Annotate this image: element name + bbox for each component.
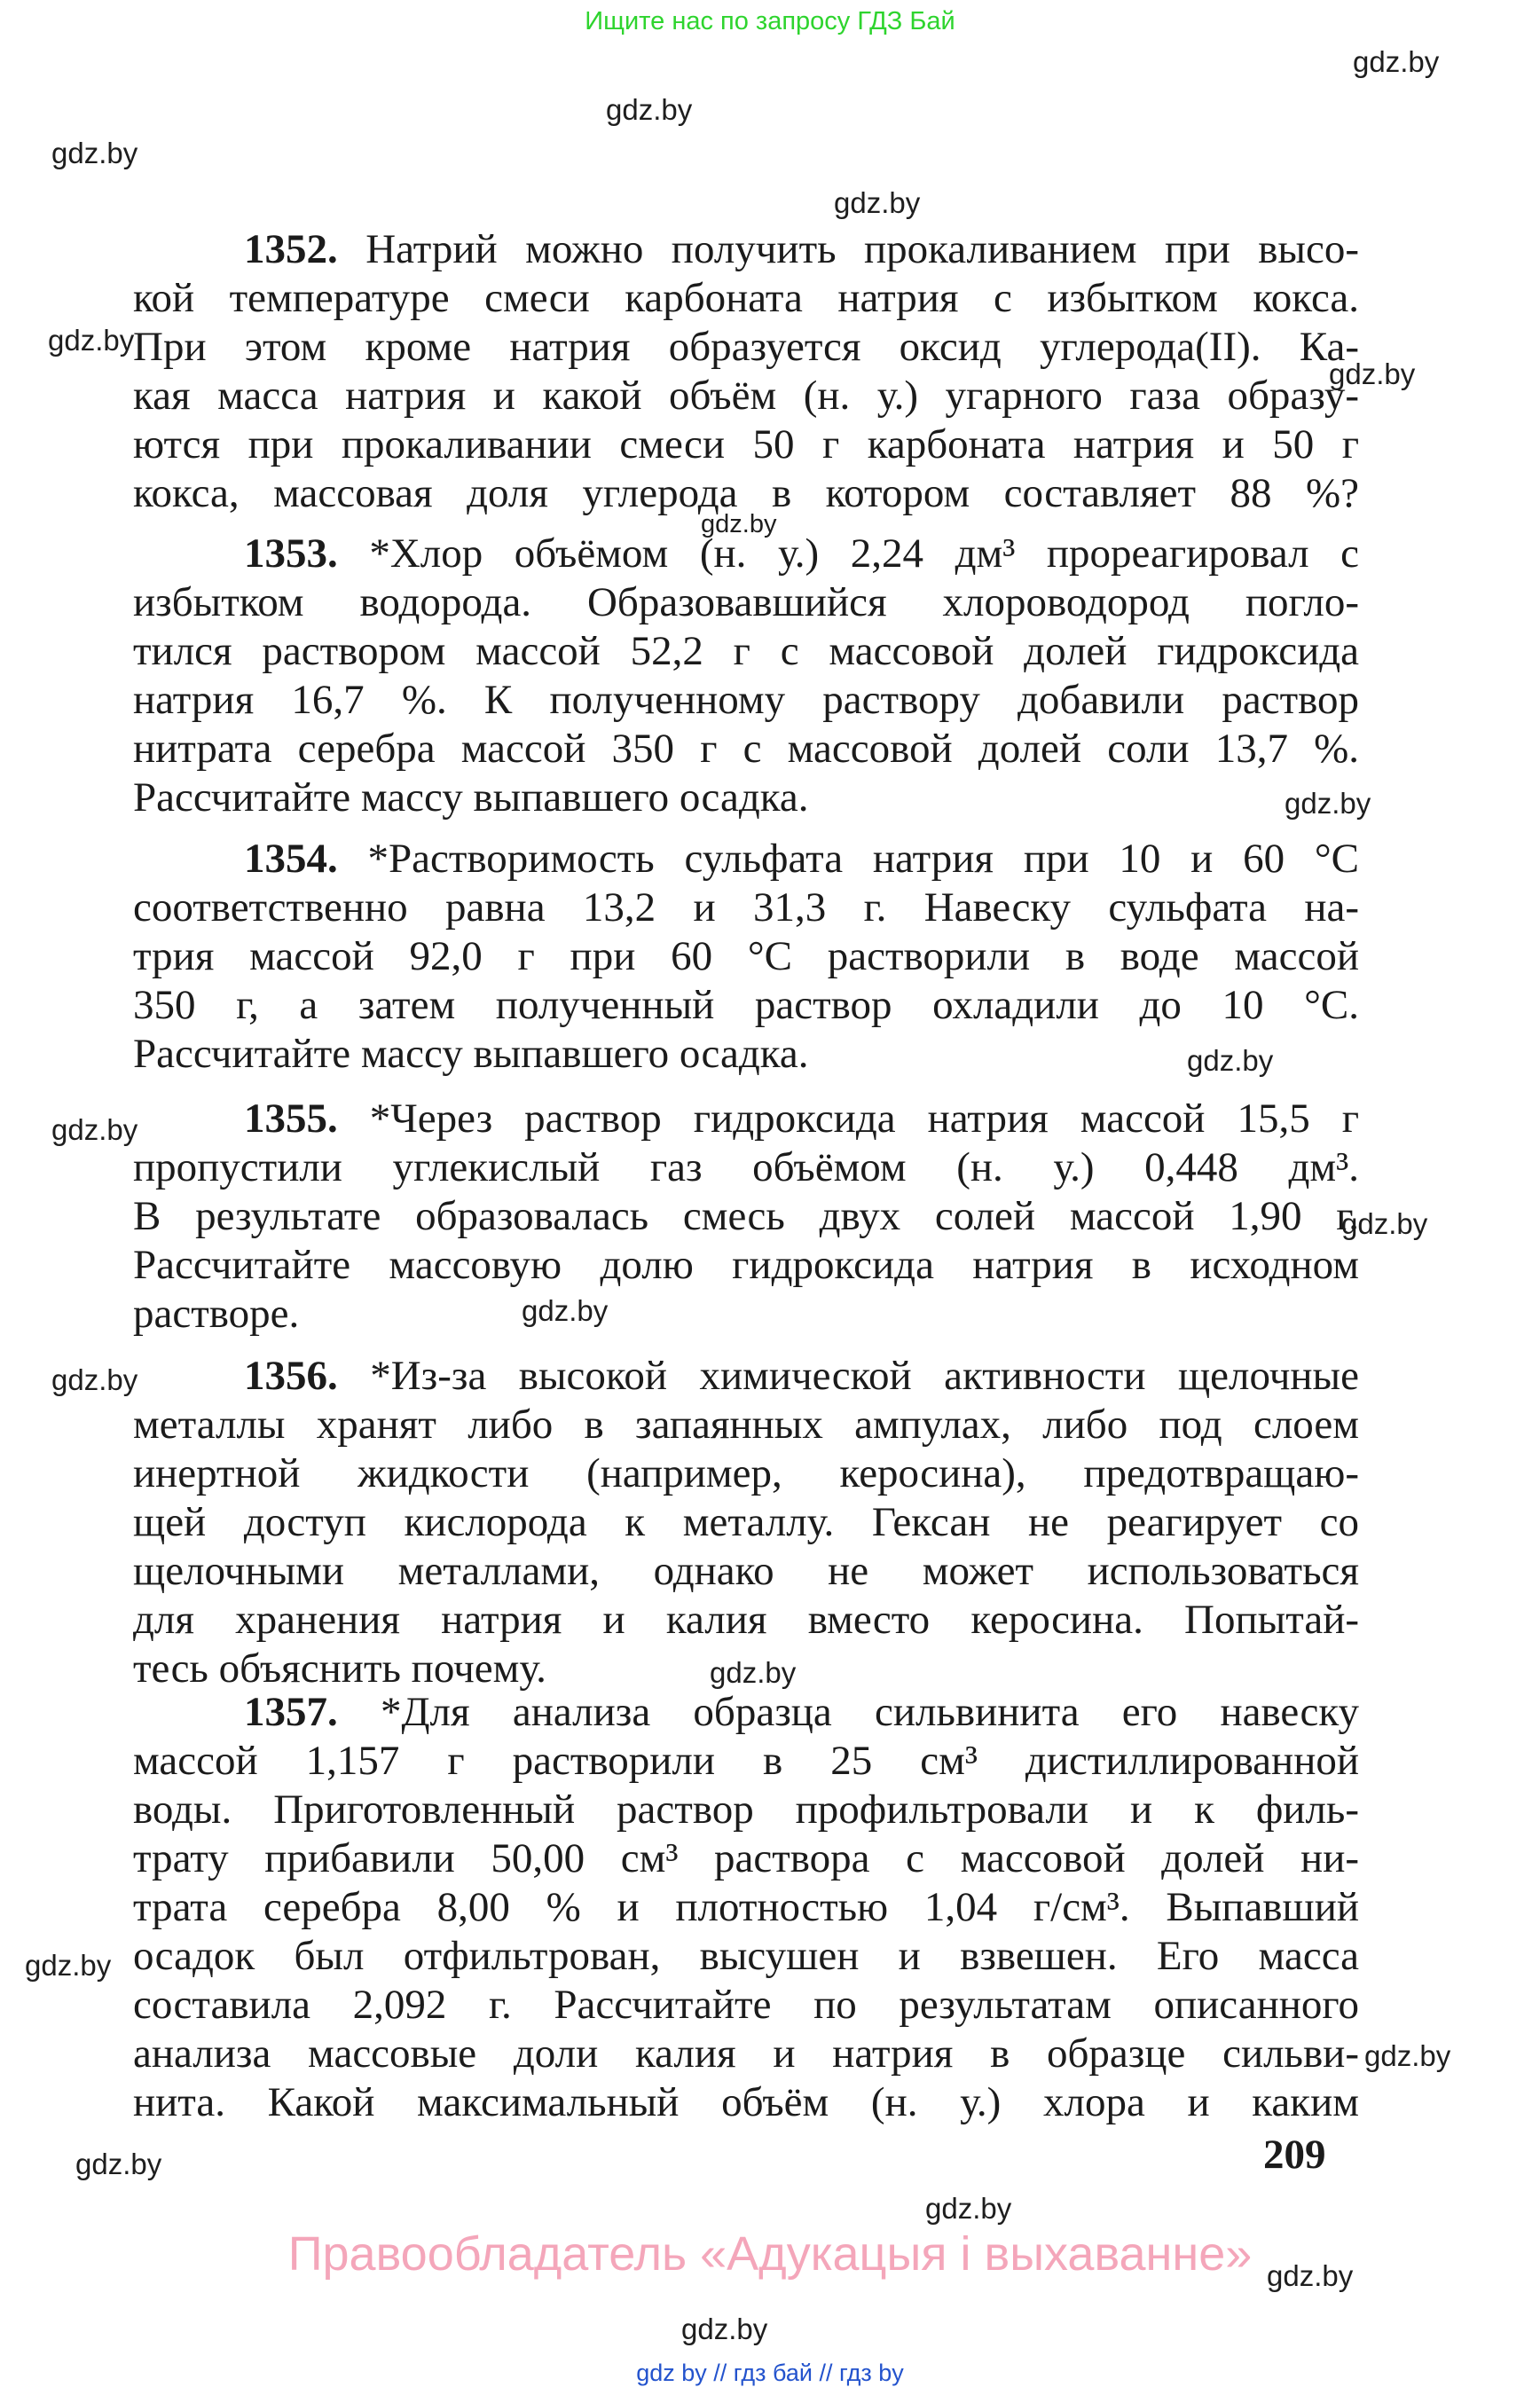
problem-number: 1353. xyxy=(244,530,338,577)
text-line: составила 2,092 г. Рассчитайте по результатам описанного xyxy=(133,1982,1359,2028)
problem-1353 xyxy=(133,530,1359,822)
text-line: нитрата серебра массой 350 г с массовой долей соли 13,7 %. xyxy=(133,726,1359,772)
copyright-line: Правообладатель «Адукацыя і выхаванне» xyxy=(287,2227,1253,2281)
gdz-watermark: gdz.by xyxy=(1329,357,1416,390)
text-line: трия массой 92,0 г при 60 °С растворили в воде массой xyxy=(133,933,1359,979)
text-line: растворе. xyxy=(133,1291,300,1337)
text-line: соответственно равна 13,2 и 31,3 г. Навеску сульфата на- xyxy=(133,884,1359,931)
problem-1355 xyxy=(133,1095,1359,1339)
gdz-watermark: gdz.by xyxy=(710,1656,797,1689)
gdz-watermark: gdz.by xyxy=(522,1294,609,1327)
gdz-watermark: gdz.by xyxy=(701,510,777,538)
text-line: осадок был отфильтрован, высушен и взвешен. Его масса xyxy=(133,1933,1359,1979)
gdz-watermark: gdz.by xyxy=(51,1113,138,1146)
text-line: инертной жидкости (например, керосина), предотвращаю- xyxy=(133,1450,1359,1496)
gdz-watermark: gdz.by xyxy=(1341,1207,1428,1240)
text-line: 1354. *Растворимость сульфата натрия при 10 и 60 °С xyxy=(244,836,1359,882)
problem-1354 xyxy=(133,835,1359,1079)
text-line: натрия 16,7 %. К полученному раствору добавили раствор xyxy=(133,677,1359,723)
text-line: 1355. *Через раствор гидроксида натрия массой 15,5 г xyxy=(244,1095,1359,1142)
problem-number: 1356. xyxy=(244,1353,338,1399)
text-line: 1352. Натрий можно получить прокаливанием при высо- xyxy=(244,226,1359,272)
text-line: При этом кроме натрия образуется оксид углерода(II). Ка- xyxy=(133,324,1359,370)
text-line: 1356. *Из-за высокой химической активности щелочные xyxy=(244,1353,1359,1399)
problem-number: 1352. xyxy=(244,226,338,272)
text-line: Рассчитайте массовую долю гидроксида натрия в исходном xyxy=(133,1242,1359,1288)
promo-banner: Ищите нас по запросу ГДЗ Бай xyxy=(585,7,955,35)
text-line: 1353. *Хлор объёмом (н. у.) 2,24 дм³ прореагировал с xyxy=(244,530,1359,577)
gdz-watermark: gdz.by xyxy=(1364,2039,1451,2072)
text-line: Рассчитайте массу выпавшего осадка. xyxy=(133,774,809,821)
gdz-watermark: gdz.by xyxy=(834,186,921,219)
text-line: нита. Какой максимальный объём (н. у.) хлора и каким xyxy=(133,2079,1359,2125)
problem-number: 1355. xyxy=(244,1095,338,1142)
page-number: 209 xyxy=(1263,2132,1326,2178)
gdz-watermark: gdz.by xyxy=(51,137,138,169)
text-line: пропустили углекислый газ объёмом (н. у.) 0,448 дм³. xyxy=(133,1144,1359,1190)
gdz-watermark: gdz.by xyxy=(606,93,693,126)
text-line: Рассчитайте массу выпавшего осадка. xyxy=(133,1031,809,1077)
gdz-watermark: gdz.by xyxy=(75,2148,162,2180)
text-line: тился раствором массой 52,2 г с массовой долей гидроксида xyxy=(133,628,1359,674)
gdz-watermark: gdz.by xyxy=(1187,1044,1274,1077)
text-line: избытком водорода. Образовавшийся хлороводород погло- xyxy=(133,579,1359,625)
problem-1356 xyxy=(133,1352,1359,1693)
gdz-watermark: gdz.by xyxy=(48,324,135,357)
text-line: для хранения натрия и калия вместо керосина. Попытай- xyxy=(133,1597,1359,1643)
gdz-watermark: gdz.by xyxy=(1285,787,1371,820)
text-line: металлы хранят либо в запаянных ампулах, либо под слоем xyxy=(133,1402,1359,1448)
text-line: массой 1,157 г растворили в 25 см³ дистиллированной xyxy=(133,1738,1359,1784)
text-line: анализа массовые доли калия и натрия в образце сильви- xyxy=(133,2030,1359,2077)
problem-1357 xyxy=(133,1688,1359,2127)
text-line: трата серебра 8,00 % и плотностью 1,04 г/см³. Выпавший xyxy=(133,1884,1359,1930)
gdz-watermark: gdz.by xyxy=(25,1949,112,1982)
text-line: трату прибавили 50,00 см³ раствора с массовой долей ни- xyxy=(133,1835,1359,1881)
text-line: тесь объяснить почему. xyxy=(133,1645,546,1692)
text-line: щей доступ кислорода к металлу. Гексан не реагирует со xyxy=(133,1499,1359,1545)
text-line: ются при прокаливании смеси 50 г карбоната натрия и 50 г xyxy=(133,421,1359,467)
text-line: В результате образовалась смесь двух солей массой 1,90 г. xyxy=(133,1193,1359,1239)
gdz-watermark: gdz.by xyxy=(681,2313,768,2345)
gdz-watermark: gdz.by xyxy=(925,2192,1012,2225)
footer-links-line: gdz by // гдз бай // гдз by xyxy=(636,2360,904,2386)
problem-number: 1357. xyxy=(244,1689,338,1735)
gdz-watermark: gdz.by xyxy=(51,1363,138,1396)
text-line: 350 г, а затем полученный раствор охладили до 10 °С. xyxy=(133,982,1359,1028)
problem-1352 xyxy=(133,225,1359,518)
text-line: 1357. *Для анализа образца сильвинита его навеску xyxy=(244,1689,1359,1735)
text-line: щелочными металлами, однако не может использоваться xyxy=(133,1548,1359,1594)
text-line: воды. Приготовленный раствор профильтровали и к филь- xyxy=(133,1787,1359,1833)
text-line: кой температуре смеси карбоната натрия с избытком кокса. xyxy=(133,275,1359,321)
text-line: кокса, массовая доля углерода в котором составляет 88 %? xyxy=(133,470,1359,516)
problem-number: 1354. xyxy=(244,836,338,882)
gdz-watermark: gdz.by xyxy=(1267,2259,1354,2292)
gdz-watermark: gdz.by xyxy=(1353,45,1440,78)
text-line: кая масса натрия и какой объём (н. у.) угарного газа образу- xyxy=(133,373,1359,419)
